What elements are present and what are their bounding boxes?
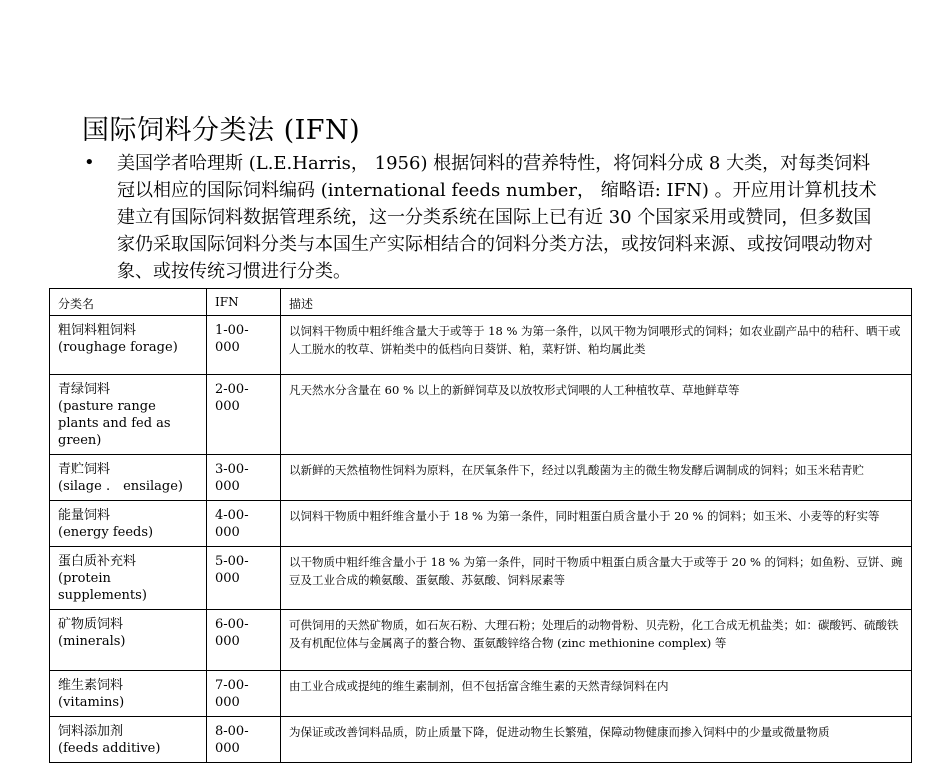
bullet-paragraph: 美国学者哈理斯 (L.E.Harris， 1956) 根据饲料的营养特性，将饲料分成 8 大类，对每类饲料冠以相应的国际饲料编码 (international feeds number， 缩略语: IFN) 。开应用计算机技术建立有国际饲料数据管理系统，这一分类系统在国际上已有近 30 个国家采用或赞同，但多数国家仍采取国际饲料分类与本国生产实际相结合的饲料分类方法，或按饲料来源、或按饲喂动物对象、或按传统习惯进行分类。 <box>117 153 877 282</box>
table-header-row <box>50 289 912 316</box>
category-description: 为保证或改善饲料品质，防止质量下降，促进动物生长繁殖，保障动物健康而掺入饲料中的少量或微量物质 <box>281 717 912 763</box>
ifn-code: 5-00-000 <box>207 547 281 610</box>
table-row <box>50 671 912 717</box>
ifn-code: 4-00-000 <box>207 501 281 547</box>
category-name-en: (protein supplements) <box>58 571 147 603</box>
category-description: 可供饲用的天然矿物质，如石灰石粉、大理石粉；处理后的动物骨粉、贝壳粉，化工合成无机盐类；如：碳酸钙、硫酸铁及有机配位体与金属离子的螯合物、蛋氨酸锌络合物 (zinc methionine complex) 等 <box>281 610 912 671</box>
category-name-cell <box>50 610 207 671</box>
category-name-cn: 矿物质饲料 <box>58 617 124 632</box>
category-description: 以饲料干物质中粗纤维含量大于或等于 18 % 为第一条件，以风干物为饲喂形式的饲料；如农业副产品中的秸秆、晒干或人工脱水的牧草、饼粕类中的低档向日葵饼、粕，菜籽饼、粕均属此类 <box>281 316 912 375</box>
category-name-en: (pasture range plants and fed as green) <box>58 399 171 448</box>
table-row <box>50 375 912 455</box>
category-name-cn: 青绿饲料 <box>58 382 111 397</box>
category-name-en: (energy feeds) <box>58 525 154 540</box>
table-row <box>50 501 912 547</box>
category-description: 以饲料干物质中粗纤维含量小于 18 % 为第一条件，同时粗蛋白质含量小于 20 % 的饲料；如玉米、小麦等的籽实等 <box>281 501 912 547</box>
category-description: 凡天然水分含量在 60 % 以上的新鲜饲草及以放牧形式饲喂的人工种植牧草、草地鲜草等 <box>281 375 912 455</box>
category-name-cn: 能量饲料 <box>58 508 111 523</box>
ifn-code: 1-00-000 <box>207 316 281 375</box>
table-row <box>50 717 912 763</box>
ifn-code: 3-00-000 <box>207 455 281 501</box>
category-description: 由工业合成或提纯的维生素制剂，但不包括富含维生素的天然青绿饲料在内 <box>281 671 912 717</box>
category-name-cell <box>50 375 207 455</box>
category-name-en: (feeds additive) <box>58 741 161 756</box>
slide-title: 国际饲料分类法 (IFN) <box>82 115 361 146</box>
category-description: 以新鲜的天然植物性饲料为原料，在厌氧条件下，经过以乳酸菌为主的微生物发酵后调制成的饲料；如玉米秸青贮 <box>281 455 912 501</box>
header-category-name: 分类名 <box>50 289 207 316</box>
table-row <box>50 316 912 375</box>
category-name-en: (roughage forage) <box>58 340 178 355</box>
header-description: 描述 <box>281 289 912 316</box>
bullet-marker: • <box>84 152 95 173</box>
table-row <box>50 610 912 671</box>
category-name-en: (vitamins) <box>58 695 125 710</box>
header-ifn: IFN <box>207 289 281 316</box>
category-name-cell <box>50 455 207 501</box>
category-name-en: (silage . ensilage) <box>58 479 183 494</box>
category-name-cell <box>50 547 207 610</box>
category-name-cell <box>50 501 207 547</box>
category-description: 以干物质中粗纤维含量小于 18 % 为第一条件，同时干物质中粗蛋白质含量大于或等于 20 % 的饲料；如鱼粉、豆饼、豌豆及工业合成的赖氨酸、蛋氨酸、苏氨酸、饲料尿素等 <box>281 547 912 610</box>
ifn-code: 6-00-000 <box>207 610 281 671</box>
category-name-cell <box>50 671 207 717</box>
category-name-cn: 蛋白质补充料 <box>58 554 137 569</box>
category-name-cn: 青贮饲料 <box>58 462 111 477</box>
table-row <box>50 455 912 501</box>
ifn-code: 7-00-000 <box>207 671 281 717</box>
feed-classification-table <box>49 288 912 763</box>
category-name-cn: 维生素饲料 <box>58 678 124 693</box>
table-row <box>50 547 912 610</box>
category-name-cn: 饲料添加剂 <box>58 724 124 739</box>
category-name-cn: 粗饲料粗饲料 <box>58 323 137 338</box>
ifn-code: 2-00-000 <box>207 375 281 455</box>
ifn-code: 8-00-000 <box>207 717 281 763</box>
category-name-cell <box>50 717 207 763</box>
category-name-en: (minerals) <box>58 634 126 649</box>
category-name-cell <box>50 316 207 375</box>
